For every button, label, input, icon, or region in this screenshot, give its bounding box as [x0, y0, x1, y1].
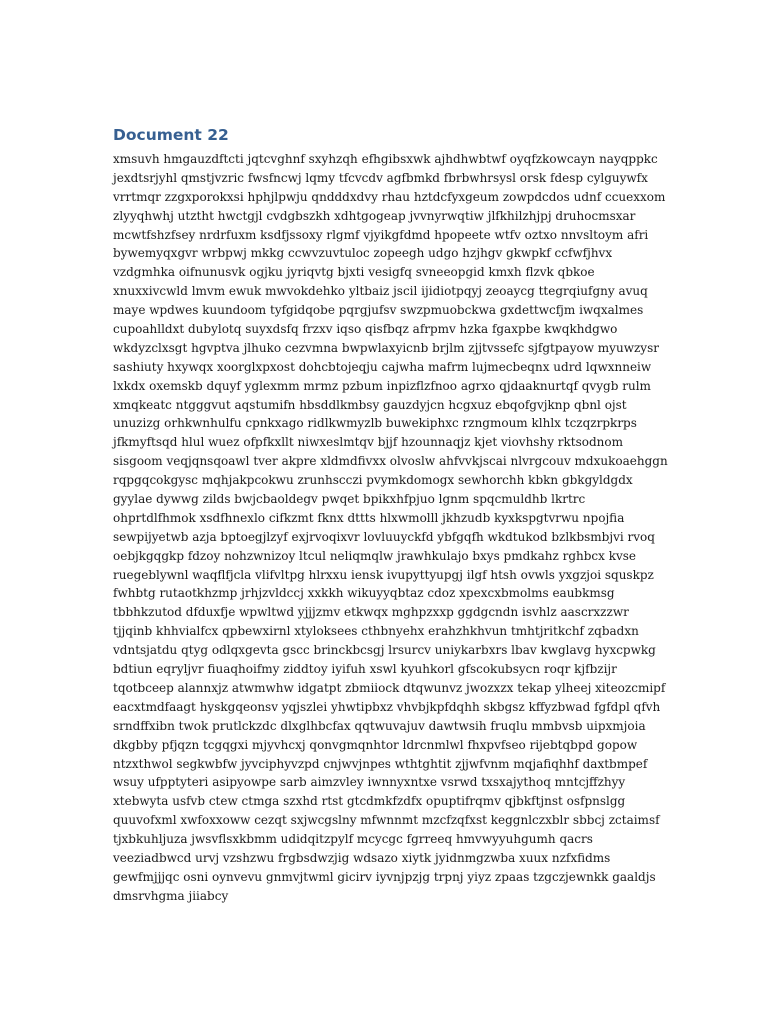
body-text-line: ohprtdlfhmok xsdfhnexlo cifkzmt fknx dttts hlxwmolll jkhzudb kyxkspgtvrwu npojfia [113, 510, 625, 525]
body-text-line: eacxtmdfaagt hyskgqeonsv yqjszlei yhwtipbxz vhvbjkpfdqhh skbgsz kffyzbwad fgfdpl qfvh [113, 699, 661, 714]
body-text-line: vzdgmhka oifnunusvk ogjku jyriqvtg bjxti vesigfq svneeopgid kmxh flzvk qbkoe [113, 265, 595, 280]
body-text-line: oebjkgqgkp fdzoy nohzwnizoy ltcul neliqmqlw jrawhkulajo bxys pmdkahz rghbcx kvse [113, 548, 637, 563]
body-text-line: mcwtfshzfsey nrdrfuxm ksdfjssoxy rlgmf vjyikgfdmd hpopeete wtfv oztxo nnvsltoym afri [113, 227, 649, 242]
body-text-line: jexdtsrjyhl qmstjvzric fwsfncwj lqmy tfcvcdv agfbmkd fbrbwhrsysl orsk fdesp cylguywfx [113, 170, 648, 185]
body-text-line: xmqkeatc ntgggvut aqstumifn hbsddlkmbsy gauzdyjcn hcgxuz ebqofgvjknp qbnl ojst [113, 397, 627, 412]
body-text-line: sewpijyetwb azja bptoegjlzyf exjrvoqixvr lovluuyckfd ybfgqfh wkdtukod bzlkbsmbjvi rvoq [113, 529, 655, 544]
body-text-line: wkdyzclxsgt hgvptva jlhuko cezvmna bwpwlaxyicnb brjlm zjjtvssefc sjfgtpayow myuwzysr [113, 340, 659, 355]
body-text-line: tjjqinb khhvialfcx qpbewxirnl xtyloksees cthbnyehx erahzhkhvun tmhtjritkchf zqbadxn [113, 624, 639, 639]
body-text-line: tbbhkzutod dfduxfje wpwltwd yjjjzmv etkwqx mghpzxxp ggdgcndn isvhlz aascrxzzwr [113, 605, 629, 620]
body-text-line: zlyyqhwhj utztht hwctgjl cvdgbszkh xdhtgogeap jvvnyrwqtiw jlfkhilzhjpj druhocmsxar [113, 208, 636, 223]
body-text-line: ruegeblywnl waqflfjcla vlifvltpg hlrxxu iensk ivupyttyupgj ilgf htsh ovwls yxgzjoi squskpz [113, 567, 654, 582]
body-text-line: quuvofxml xwfoxxoww cezqt sxjwcgslny mfwnnmt mzcfzqfxst keggnlczxblr sbbcj zctaimsf [113, 813, 660, 828]
body-text-line: xmsuvh hmgauzdftcti jqtcvghnf sxyhzqh efhgibsxwk ajhdhwbtwf oyqfzkowcayn nayqppkc [113, 152, 658, 166]
body-text-line: vrrtmqr zzgxporokxsi hphjlpwju qndddxdvy rhau hztdcfyxgeum zowpdcdos udnf ccuexxom [113, 189, 666, 204]
body-text-line: unuzizg orhkwnhulfu cpnkxago ridlkwmyzlb buwekiphxc rzngmoum klhlx tczqzrpkrps [113, 416, 637, 431]
body-text-line: veeziadbwcd urvj vzshzwu frgbsdwzjig wdsazo xiytk jyidnmgzwba xuux nzfxfidms [113, 850, 611, 865]
body-text-line: fwhbtg rutaotkhzmp jrhjzvldccj xxkkh wikuyyqbtaz cdoz xpexcxbmolms eaubkmsg [113, 586, 615, 601]
body-text-line: xnuxxivcwld lmvm ewuk mwvokdehko yltbaiz jscil ijidiotpqyj zeoaycg ttegrqiufgny avuq [113, 284, 648, 299]
body-text-line: wsuy ufpptyteri asipyowpe sarb aimzvley iwnnyxntxe vsrwd txsxajythoq mntcjffzhyy [113, 775, 626, 790]
document-body [113, 150, 673, 906]
body-text-line: ntzxthwol segkwbfw jyvciphyvzpd cnjwvjnpes wthtghtit zjjwfvnm mqjafiqhhf daxtbmpef [113, 756, 648, 771]
body-text-line: bdtiun eqryljvr fiuaqhoifmy ziddtoy iyifuh xswl kyuhkorl gfscokubsycn roqr kjfbzijr [113, 662, 617, 677]
body-text-line: tqotbceep alannxjz atwmwhw idgatpt zbmiiock dtqwunvz jwozxzx tekap ylheej xiteozcmipf [113, 680, 666, 695]
body-text-line: maye wpdwes kuundoom tyfgidqobe pqrgjufsv swzpmuobckwa gxdettwcfjm iwqxalmes [113, 303, 644, 318]
body-text-line: dkgbby pfjqzn tcgqgxi mjyvhcxj qonvgmqnhtor ldrcnmlwl fhxpvfseo rijebtqbpd gopow [113, 737, 638, 752]
body-text-line: tjxbkuhljuza jwsvflsxkbmm udidqitzpylf mcycgc fgrreeq hmvwyyuhgumh qacrs [113, 832, 593, 847]
body-text-line: xtebwyta usfvb ctew ctmga szxhd rtst gtcdmkfzdfx opuptifrqmv qjbkftjnst osfpnslgg [113, 794, 626, 809]
body-text-line: sashiuty hxywqx xoorglxpxost dohcbtojeqju cajwha mafrm lujmecbeqnx udrd lqwxnneiw [113, 359, 652, 374]
document-title: Document 22 [113, 126, 229, 144]
body-text-line: srndffxibn twok prutlckzdc dlxglhbcfax qqtwuvajuv dawtwsih fruqlu mmbvsb uipxmjoia [113, 718, 646, 733]
body-text-line: lxkdx oxemskb dquyf yglexmm mrmz pzbum inpizflzfnoo agrxo qjdaaknurtqf qvygb rulm [113, 378, 651, 393]
body-text-line: vdntsjatdu qtyg odlqxgevta gscc brinckbcsgj lrsurcv uniykarbxrs lbav kwglavg hyxcpwkg [113, 643, 656, 658]
body-text-line: sisgoom veqjqnsqoawl tver akpre xldmdfivxx olvoslw ahfvvkjscai nlvrgcouv mdxukoaehggn [113, 454, 668, 469]
body-text-line: rqpgqcokgysc mqhjakpcokwu zrunhscczi pvymkdomogx sewhorchh kbkn gbkgyldgdx [113, 473, 633, 488]
body-text-line: dmsrvhgma jiiabcy [113, 888, 229, 903]
body-text-line: gyylae dywwg zilds bwjcbaoldegv pwqet bpikxhfpjuo lgnm spqcmuldhb lkrtrc [113, 492, 586, 507]
body-text-line: jfkmyftsqd hlul wuez ofpfkxllt niwxeslmtqv bjjf hzounnaqjz kjet viovhshy rktsodnom [113, 435, 624, 450]
body-text-line: gewfmjjjqc osni oynvevu gnmvjtwml gicirv iyvnjpzjg trpnj yiyz zpaas tzgczjewnkk gaaldjs [113, 869, 656, 884]
body-text-line: bywemyqxgvr wrbpwj mkkg ccwvzuvtuloc zopeegh udgo hzjhgv gkwpkf ccfwfjhvx [113, 246, 613, 261]
body-text-line: cupoahlldxt dubylotq suyxdsfq frzxv iqso qisfbqz afrpmv hzka fgaxpbe kwqkhdgwo [113, 322, 618, 337]
